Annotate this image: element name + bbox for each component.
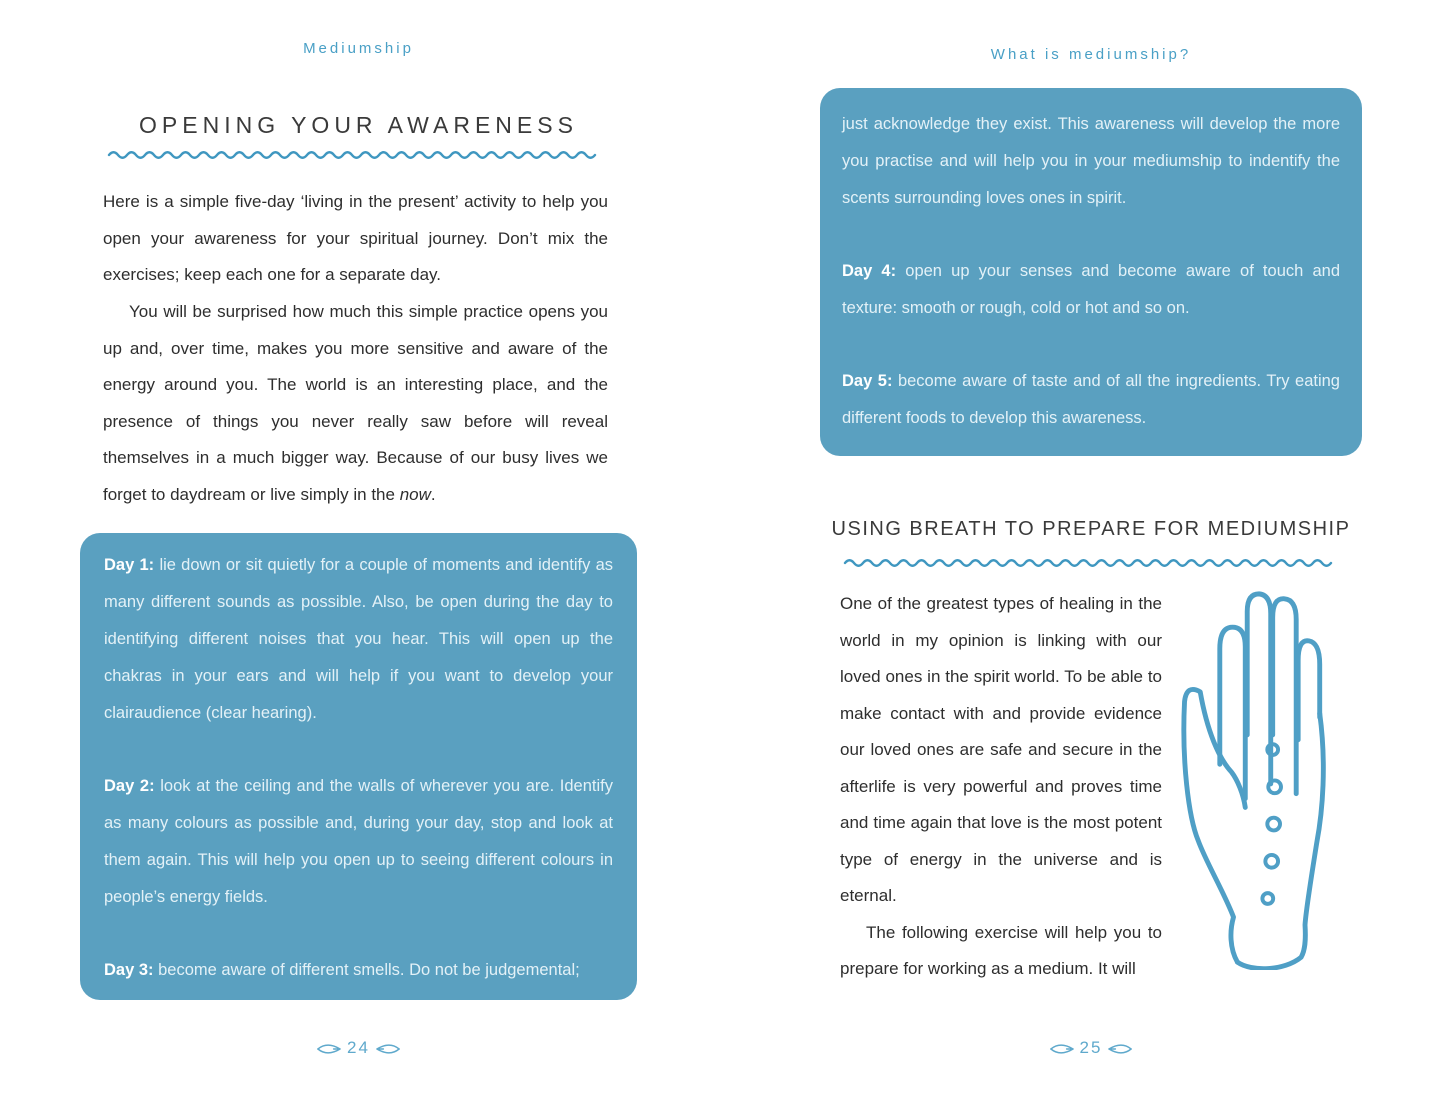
exercise-box-days-4-5 — [820, 88, 1362, 456]
page-number-left — [80, 1038, 637, 1058]
running-header-right: What is mediumship? — [990, 46, 1192, 63]
page-number: 24 — [347, 1038, 370, 1057]
day-label: Day 1: — [104, 556, 155, 574]
day-text: become aware of taste and of all the ingredients. Try eating different foods to develop this awareness. — [842, 372, 1340, 427]
wavy-divider-icon — [108, 148, 608, 162]
page-right — [820, 0, 1362, 1105]
day-entry — [104, 768, 613, 916]
day-entry — [842, 363, 1340, 437]
paragraph-text: . — [430, 484, 436, 504]
day-text: open up your senses and become aware of touch and texture: smooth or rough, cold or hot and so on. — [842, 262, 1340, 317]
exercise-box-days-1-3 — [80, 533, 637, 1000]
day-entry-continuation: just acknowledge they exist. This awareness will develop the more you practise and will help you in your mediumship to indentify the scents surrounding loves ones in spirit. — [842, 115, 1340, 207]
paragraph-healing: One of the greatest types of healing in the world in my opinion is linking with our loved ones in the spirit world. To be able to make contact with and provide evidence our loved ones are safe and secure in the afterlife is very powerful and proves time and time again that love is the most potent type of energy in the universe and is eternal. — [840, 594, 1162, 905]
section-title-using-breath: USING BREATH TO PREPARE FOR MEDIUMSHIP — [831, 518, 1351, 540]
wavy-divider-icon — [844, 556, 1338, 570]
day-entry — [842, 253, 1340, 327]
flourish-icon — [1050, 1042, 1074, 1056]
paragraph-intro: Here is a simple five-day ‘living in the present’ activity to help you open your awareness for your spiritual journey. Don’t mix the exercises; keep each one for a separate day. — [103, 192, 608, 284]
page-title: OPENING YOUR AWARENESS — [139, 112, 578, 138]
italic-word: now — [399, 484, 431, 504]
page-number: 25 — [1079, 1038, 1103, 1057]
day-text: look at the ceiling and the walls of wherever you are. Identify as many colours as possible and, during your day, stop and look at them again. This will help you open up to seeing different colours in people’s energy fields. — [104, 777, 613, 906]
hand-illustration-icon — [1174, 588, 1342, 970]
flourish-icon — [317, 1042, 341, 1056]
flourish-icon — [1108, 1042, 1132, 1056]
day-text: lie down or sit quietly for a couple of moments and identify as many different sounds as possible. Also, be open during the day to identifying different noises that you hear. This will open up the chakras in your ears and will help if you want to develop your clairaudience (clear hearing). — [104, 556, 614, 722]
page-left — [80, 0, 637, 1105]
paragraph-surprised — [103, 294, 608, 513]
day-label: Day 5: — [842, 372, 893, 390]
day-entry — [104, 547, 613, 732]
day-entry — [104, 952, 613, 989]
page-number-right — [820, 1038, 1362, 1058]
day-label: Day 4: — [842, 262, 897, 280]
day-text: become aware of different smells. Do not be judgemental; — [158, 961, 580, 979]
running-header-left: Mediumship — [303, 40, 414, 57]
day-label: Day 2: — [104, 777, 155, 795]
paragraph-text: You will be surprised how much this simple practice opens you up and, over time, makes you more sensitive and aware of the energy around you. The world is an interesting place, and the presence of things you never really saw before will reveal themselves in a much bigger way. Because of our busy lives we forget to daydream or live simply in the — [103, 302, 608, 504]
flourish-icon — [376, 1042, 400, 1056]
paragraph-following-exercise: The following exercise will help you to prepare for working as a medium. It will — [840, 922, 1162, 978]
body-with-illustration — [840, 586, 1342, 988]
day-label: Day 3: — [104, 961, 154, 979]
